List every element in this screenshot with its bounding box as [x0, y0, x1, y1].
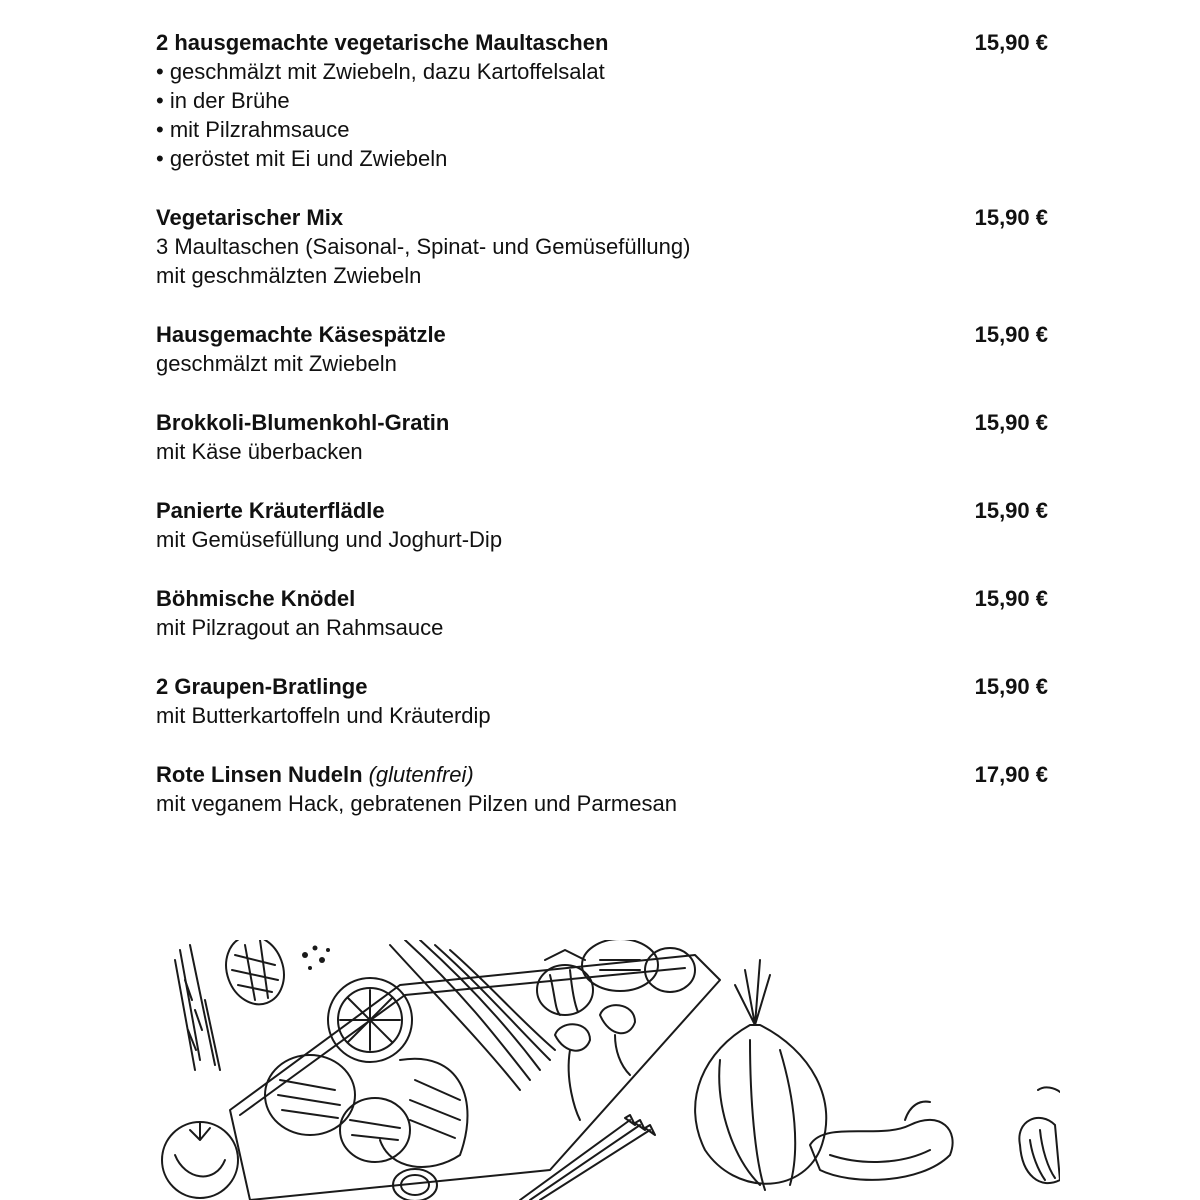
dish-note: (glutenfrei)	[368, 762, 474, 787]
dish-name: 2 hausgemachte vegetarische Maultaschen	[156, 30, 609, 55]
dish-description-line: mit Gemüsefüllung und Joghurt-Dip	[156, 527, 503, 552]
menu-item	[156, 496, 1048, 554]
dish-name: Panierte Kräuterflädle	[156, 498, 385, 523]
corn-sketch	[217, 940, 294, 1012]
dish-description-line: mit Pilzragout an Rahmsauce	[156, 615, 444, 640]
dish-name: Vegetarischer Mix	[156, 205, 344, 230]
dish-name: Brokkoli-Blumenkohl-Gratin	[156, 410, 450, 435]
dish-name: Böhmische Knödel	[156, 586, 356, 611]
dish-price: 15,90 €	[974, 322, 1048, 347]
tomato-slice-sketch	[328, 978, 412, 1062]
dish-price: 15,90 €	[974, 30, 1048, 55]
cutting-board-sketch	[230, 955, 720, 1200]
tomato-sketch	[162, 1122, 238, 1198]
menu-item	[156, 320, 1048, 378]
dish-description-line: • geschmälzt mit Zwiebeln, dazu Kartoffelsalat	[156, 59, 605, 84]
dish-name: Rote Linsen Nudeln	[156, 762, 363, 787]
green-beans-sketch	[390, 940, 555, 1090]
mushroom-sketch	[555, 1005, 635, 1120]
dish-name: 2 Graupen-Bratlinge	[156, 674, 368, 699]
dish-price: 15,90 €	[974, 410, 1048, 435]
vegetable-illustration	[160, 940, 1060, 1200]
dish-title	[156, 203, 1048, 232]
dish-title	[156, 408, 1048, 437]
onion-sketch	[695, 960, 826, 1190]
menu-item	[156, 28, 1048, 173]
dish-title	[156, 320, 1048, 349]
dish-description-line: • geröstet mit Ei und Zwiebeln	[156, 146, 448, 171]
dish-description-line: mit Käse überbacken	[156, 439, 363, 464]
peppercorn-sketch	[302, 946, 330, 971]
dish-price: 15,90 €	[974, 586, 1048, 611]
dish-description-line: mit geschmälzten Zwiebeln	[156, 263, 422, 288]
menu-item	[156, 760, 1048, 818]
dish-price: 17,90 €	[974, 762, 1048, 787]
menu-item	[156, 672, 1048, 730]
menu-list	[156, 28, 1048, 818]
dish-description-line: • mit Pilzrahmsauce	[156, 117, 350, 142]
dish-title	[156, 496, 1048, 525]
menu-item	[156, 408, 1048, 466]
dish-description-line: • in der Brühe	[156, 88, 290, 113]
dish-description-line: mit veganem Hack, gebratenen Pilzen und Parmesan	[156, 791, 677, 816]
garlic-bulb-sketch	[1019, 1087, 1060, 1183]
dish-title	[156, 672, 1048, 701]
garlic-sketch	[537, 950, 593, 1015]
menu-item	[156, 203, 1048, 290]
menu-item	[156, 584, 1048, 642]
eggplant-slices-sketch	[582, 940, 695, 992]
leek-sketch	[175, 945, 220, 1070]
bell-pepper-sketch	[810, 1102, 953, 1180]
dish-title	[156, 584, 1048, 613]
dish-title	[156, 28, 1048, 57]
dish-price: 15,90 €	[974, 498, 1048, 523]
dish-description-line: 3 Maultaschen (Saisonal-, Spinat- und Gemüsefüllung)	[156, 234, 691, 259]
grilled-zucchini-sketch	[265, 1055, 468, 1167]
dish-title	[156, 760, 1048, 789]
dish-description-line: mit Butterkartoffeln und Kräuterdip	[156, 703, 491, 728]
dish-price: 15,90 €	[974, 674, 1048, 699]
dish-name: Hausgemachte Käsespätzle	[156, 322, 446, 347]
dish-price: 15,90 €	[974, 205, 1048, 230]
dish-description-line: geschmälzt mit Zwiebeln	[156, 351, 397, 376]
